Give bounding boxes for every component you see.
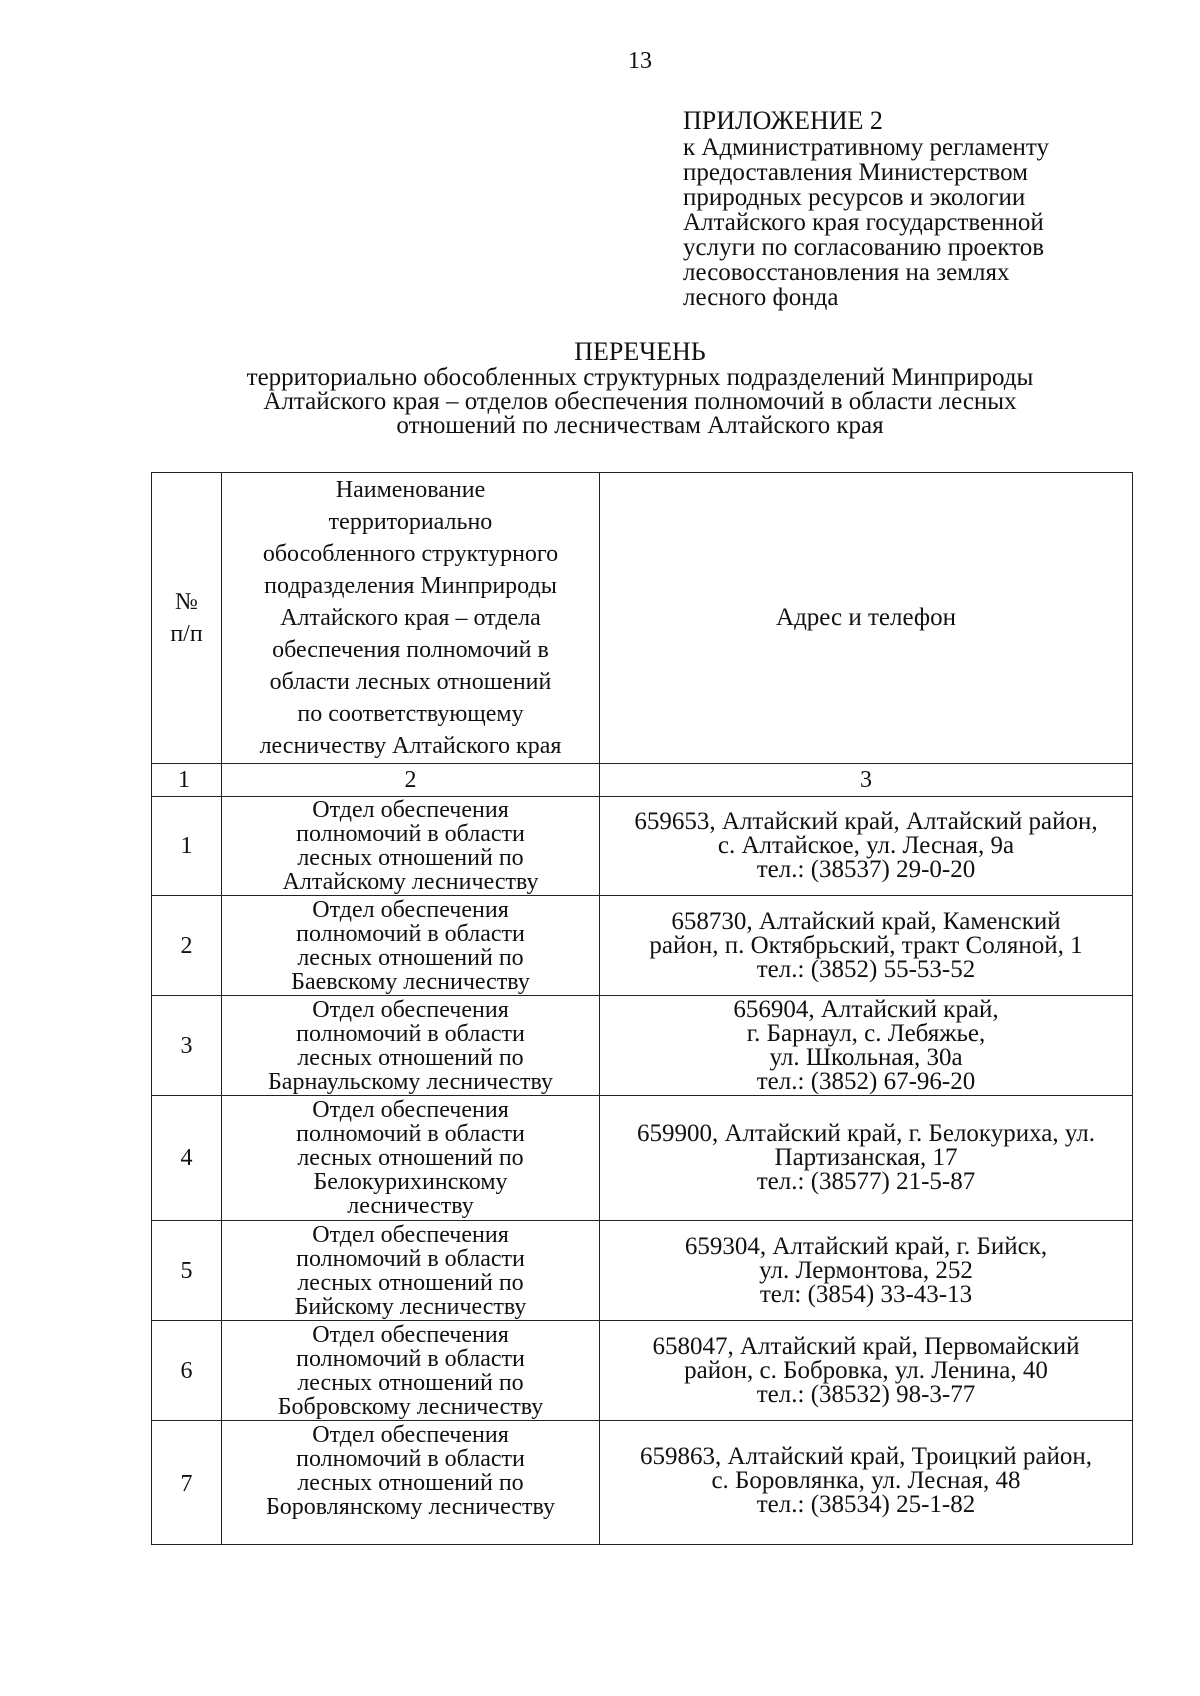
header-number-line: п/п	[170, 621, 203, 647]
header-name-line: обособленного структурного	[262, 541, 559, 567]
department-name-line: полномочий в области	[296, 1446, 525, 1472]
title-line: Алтайского края – отделов обеспечения полномочий в области лесных	[263, 388, 1017, 415]
row-number: 2	[152, 896, 222, 996]
department-name-line: лесных отношений по	[297, 1044, 524, 1071]
department-name	[222, 1421, 600, 1545]
header-name	[222, 473, 600, 764]
department-name-line: лесных отношений по	[297, 1470, 524, 1496]
department-name-line: Алтайскому лесничеству	[282, 869, 539, 895]
address-line: с. Алтайское, ул. Лесная, 9а	[717, 832, 1015, 859]
department-address	[600, 1321, 1133, 1421]
department-name-line: лесных отношений по	[297, 1369, 524, 1396]
department-name	[222, 797, 600, 896]
address-line: 659653, Алтайский край, Алтайский район,	[634, 808, 1098, 835]
header-name-line: по соответствующему	[297, 701, 524, 727]
department-address	[600, 1421, 1133, 1545]
row-number: 1	[152, 797, 222, 896]
address-line: ул. Школьная, 30а	[769, 1043, 963, 1071]
title-heading: ПЕРЕЧЕНЬ	[574, 337, 706, 366]
document-title	[150, 337, 1130, 439]
appendix-line: лесовосстановления на землях	[683, 259, 1010, 286]
column-number: 2	[222, 764, 600, 797]
address-line: тел.: (3852) 67-96-20	[756, 1067, 976, 1095]
table-row	[152, 896, 1133, 996]
header-name-line: подразделения Минприроды	[264, 573, 557, 599]
page-number: 13	[628, 48, 652, 74]
department-name-line: Отдел обеспечения	[312, 1221, 509, 1248]
address-line: 659304, Алтайский край, г. Бийск,	[684, 1232, 1048, 1260]
department-name-line: полномочий в области	[296, 1245, 525, 1272]
department-name-line: лесных отношений по	[297, 1145, 524, 1171]
table-header-row	[152, 473, 1133, 764]
department-address	[600, 797, 1133, 896]
department-name	[222, 1096, 600, 1221]
address-line: г. Барнаул, с. Лебяжье,	[746, 1019, 986, 1047]
department-name-line: Бобровскому лесничеству	[277, 1393, 544, 1420]
row-number: 4	[152, 1096, 222, 1221]
appendix-line: к Административному регламенту	[683, 134, 1050, 161]
department-name-line: Баевскому лесничеству	[291, 968, 530, 995]
row-number: 7	[152, 1421, 222, 1545]
address-line: 659863, Алтайский край, Троицкий район,	[640, 1443, 1092, 1470]
department-name-line: лесничеству	[347, 1193, 474, 1219]
appendix-line: услуги по согласованию проектов	[683, 234, 1045, 261]
department-address	[600, 896, 1133, 996]
department-name-line: Отдел обеспечения	[312, 1321, 509, 1348]
header-name-line: лесничеству Алтайского края	[259, 733, 562, 759]
department-name-line: Отдел обеспечения	[312, 1097, 509, 1123]
appendix-heading: ПРИЛОЖЕНИЕ 2	[683, 106, 883, 135]
address-line: район, с. Бобровка, ул. Ленина, 40	[684, 1356, 1048, 1384]
table-row	[152, 1421, 1133, 1545]
title-line: отношений по лесничествам Алтайского края	[396, 412, 884, 439]
department-name-line: Отдел обеспечения	[312, 1422, 509, 1448]
department-name-line: Отдел обеспечения	[312, 896, 509, 923]
column-number-row	[152, 764, 1133, 797]
header-address: Адрес и телефон	[600, 473, 1133, 764]
address-line: 659900, Алтайский край, г. Белокуриха, ул.	[636, 1120, 1096, 1147]
header-name-line: Алтайского края – отдела	[280, 605, 541, 631]
department-name-line: полномочий в области	[296, 1020, 525, 1047]
address-line: тел.: (38532) 98-3-77	[756, 1380, 976, 1408]
department-name-line: лесных отношений по	[297, 944, 524, 971]
department-address	[600, 996, 1133, 1096]
department-name-line: Бийскому лесничеству	[294, 1293, 527, 1320]
department-name-line: лесных отношений по	[297, 1269, 524, 1296]
table-row	[152, 996, 1133, 1096]
header-name-line: Наименование	[335, 477, 486, 503]
address-line: тел.: (38577) 21-5-87	[756, 1168, 976, 1195]
header-number	[152, 473, 222, 764]
department-name	[222, 1321, 600, 1421]
header-name-line: обеспечения полномочий в	[272, 637, 549, 663]
appendix-line: предоставления Министерством	[683, 159, 1028, 186]
department-address	[600, 1221, 1133, 1321]
department-name-line: полномочий в области	[296, 1121, 525, 1147]
column-number: 1	[152, 764, 222, 797]
departments-table	[151, 472, 1133, 1545]
department-name-line: Барнаульскому лесничеству	[268, 1068, 553, 1095]
table-row	[152, 1096, 1133, 1221]
department-address	[600, 1096, 1133, 1221]
department-name	[222, 996, 600, 1096]
department-name-line: полномочий в области	[296, 920, 525, 947]
address-line: район, п. Октябрьский, тракт Соляной, 1	[649, 931, 1083, 959]
header-name-line: области лесных отношений	[269, 669, 552, 695]
department-name	[222, 896, 600, 996]
address-line: 658730, Алтайский край, Каменский	[671, 907, 1061, 935]
table-row	[152, 1221, 1133, 1321]
address-line: тел.: (38534) 25-1-82	[756, 1491, 976, 1518]
row-number: 3	[152, 996, 222, 1096]
address-line: тел.: (38537) 29-0-20	[756, 856, 976, 883]
appendix-line: лесного фонда	[683, 284, 839, 311]
department-name-line: полномочий в области	[296, 1345, 525, 1372]
appendix-line: Алтайского края государственной	[683, 209, 1044, 236]
address-line: тел.: (3852) 55-53-52	[756, 955, 976, 983]
row-number: 6	[152, 1321, 222, 1421]
department-name-line: лесных отношений по	[297, 845, 524, 871]
address-line: с. Боровлянка, ул. Лесная, 48	[711, 1467, 1021, 1494]
department-name	[222, 1221, 600, 1321]
department-name-line: Отдел обеспечения	[312, 797, 509, 823]
department-name-line: Отдел обеспечения	[312, 996, 509, 1023]
row-number: 5	[152, 1221, 222, 1321]
address-line: тел: (3854) 33-43-13	[759, 1280, 973, 1308]
department-name-line: Боровлянскому лесничеству	[265, 1494, 556, 1520]
header-name-line: территориально	[328, 509, 493, 535]
address-line: Партизанская, 17	[774, 1144, 958, 1171]
appendix-block	[683, 108, 1153, 310]
table-row	[152, 1321, 1133, 1421]
address-line: ул. Лермонтова, 252	[759, 1256, 973, 1284]
department-name-line: полномочий в области	[296, 821, 525, 847]
title-line: территориально обособленных структурных подразделений Минприроды	[246, 364, 1034, 391]
appendix-line: природных ресурсов и экологии	[683, 184, 1026, 211]
table-row	[152, 797, 1133, 896]
address-line: 658047, Алтайский край, Первомайский	[652, 1332, 1080, 1360]
department-name-line: Белокурихинскому	[313, 1169, 508, 1195]
address-line: 656904, Алтайский край,	[733, 995, 999, 1023]
column-number: 3	[600, 764, 1133, 797]
header-number-line: №	[175, 589, 198, 615]
